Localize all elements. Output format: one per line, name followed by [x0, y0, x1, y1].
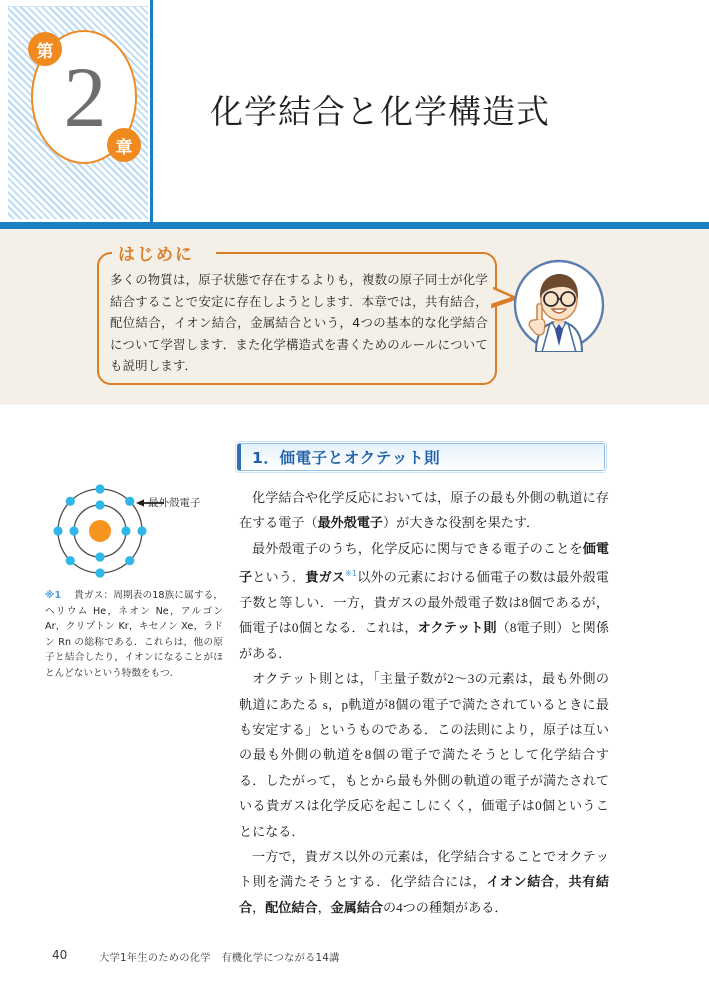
- intro-bubble-tail-inner: [488, 288, 512, 307]
- intro-label: はじめに: [118, 245, 194, 265]
- body-paragraph: 化学結合や化学反応においては，原子の最も外側の軌道に存在する電子（最外殻電子）が大きな役割を果たす．: [239, 490, 609, 531]
- body-paragraph: 最外殻電子のうち，化学反応に関与できる電子のことを価電子という．貴ガス$^{※1}$以外の元素における価電子の数は最外殻電子数と等しい．一方，貴ガスの最外殻電子数は8個であるが，価電子は0個となる．これは，オクテット則（8電子則）と関係がある．: [239, 540, 610, 661]
- chapter-badge-dai: 第: [28, 32, 62, 66]
- chapter-vertical-divider: [150, 0, 153, 222]
- atom-figure-label: 最外殻電子: [148, 497, 201, 509]
- footer-page-number: 40: [52, 948, 68, 962]
- chapter-header: [0, 0, 709, 222]
- intro-text: 多くの物質は，原子状態で存在するよりも，複数の原子同士が化学結合することで安定に存在しようとします．本章では，共有結合，配位結合，イオン結合，金属結合という，4つの基本的な化学結合について学習します．また化学構造式を書くためのルールについても説明します．: [110, 272, 488, 373]
- header-blue-rule: [0, 222, 709, 229]
- footnote: [45, 588, 223, 681]
- page-footer: [0, 948, 709, 968]
- footnote-text: 貴ガス：周期表の18族に属する，ヘリウム He，ネオン Ne，アルゴン Ar，クリプトン Kr，キセノン Xe，ラドン Rn の総称である．これらは，他の原子と結合したり，イオンになることがほとんどないという特徴をもつ.: [45, 590, 223, 679]
- body-paragraph: 一方で，貴ガス以外の元素は，化学結合することでオクテット則を満たそうとする．化学結合には，イオン結合，共有結合，配位結合，金属結合の4つの種類がある．: [239, 849, 610, 915]
- footnote-mark: ※1: [45, 590, 72, 601]
- section-heading-text: 1．価電子とオクテット則: [252, 449, 441, 467]
- teacher-avatar-icon: [512, 258, 606, 352]
- chapter-number: 2: [63, 49, 105, 145]
- chapter-title: 化学結合と化学構造式: [210, 92, 550, 131]
- footer-book-title: 大学1年生のための化学 有機化学につながる14講: [99, 952, 340, 964]
- chapter-number-emblem: [31, 30, 143, 170]
- chapter-badge-shou: 章: [107, 128, 141, 162]
- section-heading: [237, 443, 605, 471]
- body-paragraph: オクテット則とは，「主量子数が2〜3の元素は，最も外側の軌道にあたる s，p軌道が8個の電子で満たされているときに最も安定する」というものである．この法則により，原子は互いの最も外側の軌道を8個の電子で満たそうとして化学結合する．したがって，もとから最も外側の軌道の電子が満たされている貴ガスは化学反応を起こしにくく，価電子は0個ということになる．: [239, 671, 609, 839]
- body-column: [239, 485, 609, 920]
